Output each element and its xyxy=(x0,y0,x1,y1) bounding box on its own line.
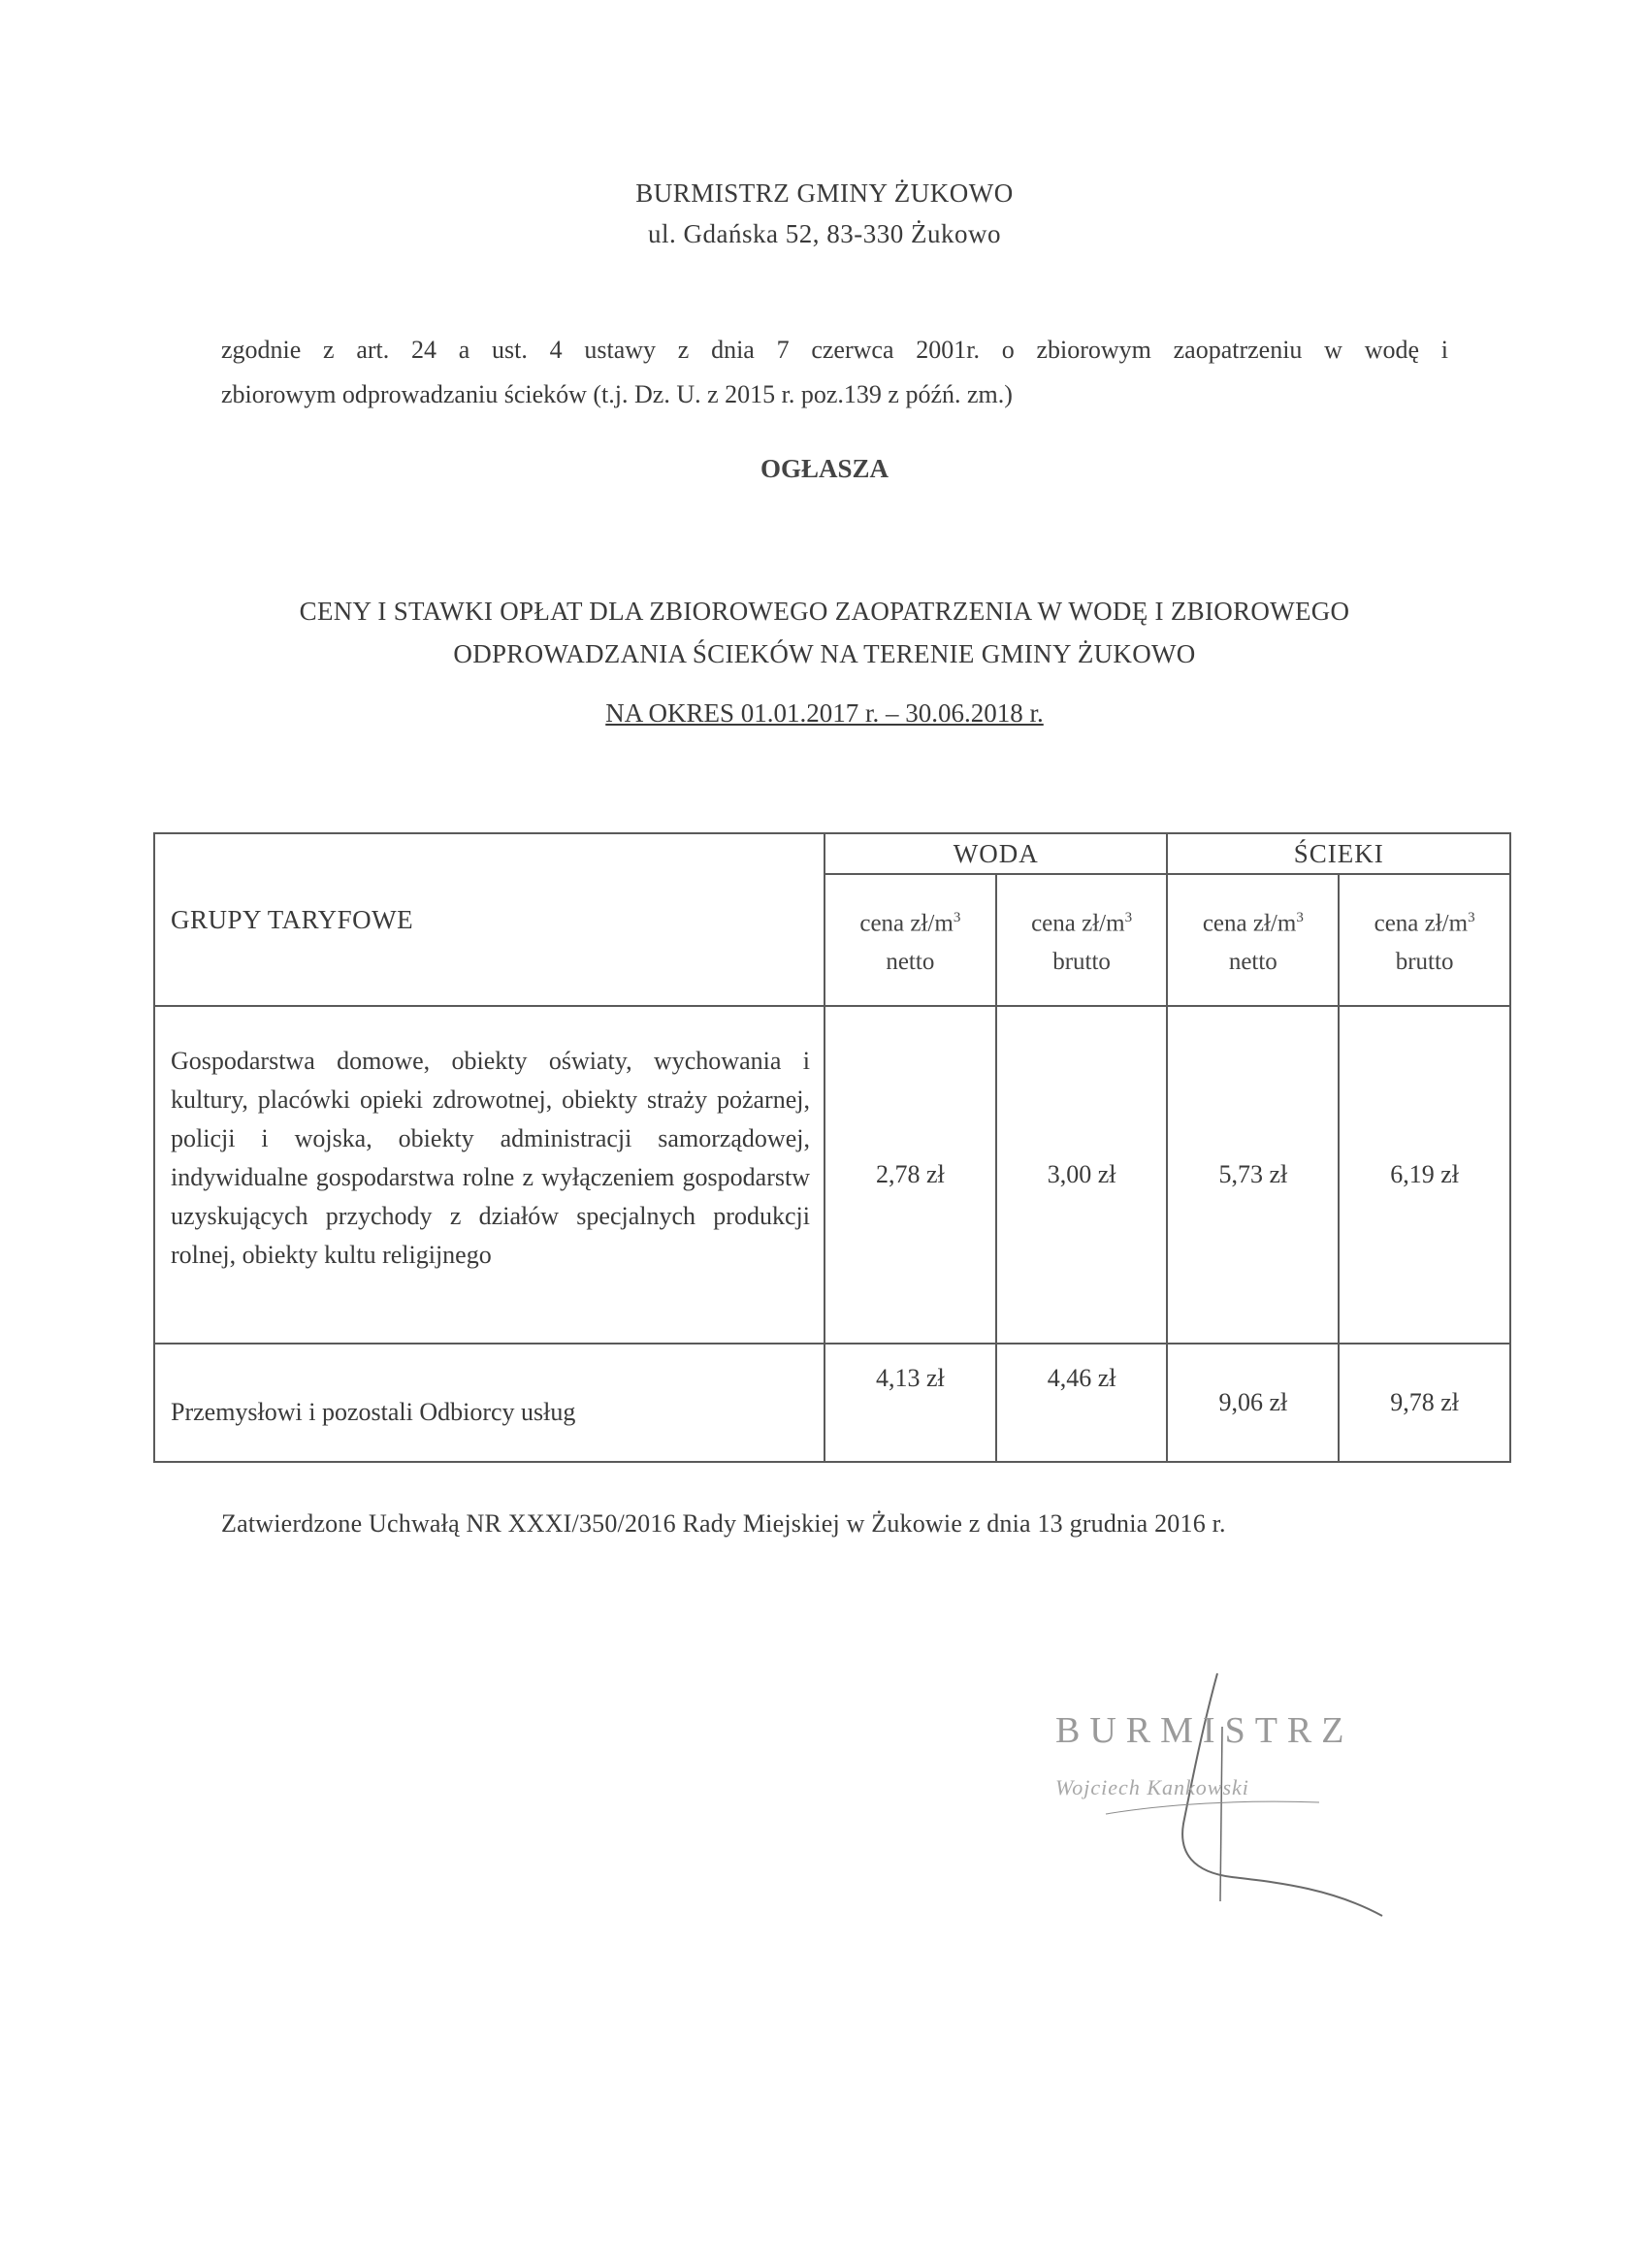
water-net-header xyxy=(824,874,996,1006)
water-header: WODA xyxy=(824,833,1167,874)
sewage-net-header xyxy=(1167,874,1339,1006)
table-row xyxy=(154,1344,1510,1462)
sewage-net-price: 5,73 zł xyxy=(1167,1006,1339,1344)
table-header-row xyxy=(154,833,1510,874)
legal-basis-line-2: zbiorowym odprowadzaniu ścieków (t.j. Dz. U. z 2015 r. poz.139 z późń. zm.) xyxy=(221,380,1013,408)
gross-label: brutto xyxy=(1052,949,1111,976)
unit-exponent: 3 xyxy=(1468,909,1475,925)
unit-exponent: 3 xyxy=(1124,909,1133,925)
water-net-price: 4,13 zł xyxy=(824,1344,996,1462)
legal-basis-paragraph xyxy=(221,328,1448,417)
table-row xyxy=(154,1006,1510,1344)
tariff-table xyxy=(153,832,1511,1463)
unit-label: cena zł/m xyxy=(1031,910,1125,937)
sewage-header: ŚCIEKI xyxy=(1167,833,1510,874)
sewage-gross-price: 6,19 zł xyxy=(1339,1006,1510,1344)
stamp-name: Wojciech Kankowski xyxy=(1055,1775,1249,1799)
tariff-groups-header: GRUPY TARYFOWE xyxy=(154,833,824,1006)
validity-period: NA OKRES 01.01.2017 r. – 30.06.2018 r. xyxy=(605,698,1044,728)
announces-heading: OGŁASZA xyxy=(760,454,889,483)
unit-label: cena zł/m xyxy=(1202,910,1297,937)
tariff-group-households: Gospodarstwa domowe, obiekty oświaty, wychowania i kultury, placówki opieki zdrowotnej, obiekty straży pożarnej, policji i wojska, obiekty administracji samorządowej, indywidualne gospodarstwa rolne z wyłączeniem gospodarstw uzyskujących przychody z działów specjalnych produkcji rolnej, obiekty kultu religijnego xyxy=(154,1006,824,1344)
unit-exponent: 3 xyxy=(953,909,961,925)
unit-label: cena zł/m xyxy=(1374,910,1469,937)
sewage-gross-price: 9,78 zł xyxy=(1339,1344,1510,1462)
tariff-group-industrial: Przemysłowi i pozostali Odbiorcy usług xyxy=(154,1344,824,1462)
authority-address: ul. Gdańska 52, 83-330 Żukowo xyxy=(648,219,1001,248)
authority-title: BURMISTRZ GMINY ŻUKOWO xyxy=(635,178,1014,208)
document-title xyxy=(0,590,1649,675)
water-gross-price: 4,46 zł xyxy=(996,1344,1168,1462)
water-gross-header xyxy=(996,874,1168,1006)
water-gross-price: 3,00 zł xyxy=(996,1006,1168,1344)
net-label: netto xyxy=(1228,949,1277,976)
unit-label: cena zł/m xyxy=(859,910,954,937)
water-net-price: 2,78 zł xyxy=(824,1006,996,1344)
unit-exponent: 3 xyxy=(1296,909,1304,925)
document-title-line-1: CENY I STAWKI OPŁAT DLA ZBIOROWEGO ZAOPATRZENIA W WODĘ I ZBIOROWEGO xyxy=(299,597,1350,626)
net-label: netto xyxy=(886,949,935,976)
document-title-line-2: ODPROWADZANIA ŚCIEKÓW NA TERENIE GMINY ŻUKOWO xyxy=(453,639,1196,668)
period-wrapper xyxy=(0,698,1649,729)
sewage-gross-header xyxy=(1339,874,1510,1006)
stamp-title: BURMISTRZ xyxy=(1055,1710,1354,1751)
sewage-net-price: 9,06 zł xyxy=(1167,1344,1339,1462)
gross-label: brutto xyxy=(1395,949,1454,976)
approval-note: Zatwierdzone Uchwałą NR XXXI/350/2016 Rady Miejskiej w Żukowie z dnia 13 grudnia 2016 r. xyxy=(221,1509,1226,1538)
legal-basis-line-1: zgodnie z art. 24 a ust. 4 ustawy z dnia 7 czerwca 2001r. o zbiorowym zaopatrzeniu w wodę i xyxy=(221,336,1448,364)
